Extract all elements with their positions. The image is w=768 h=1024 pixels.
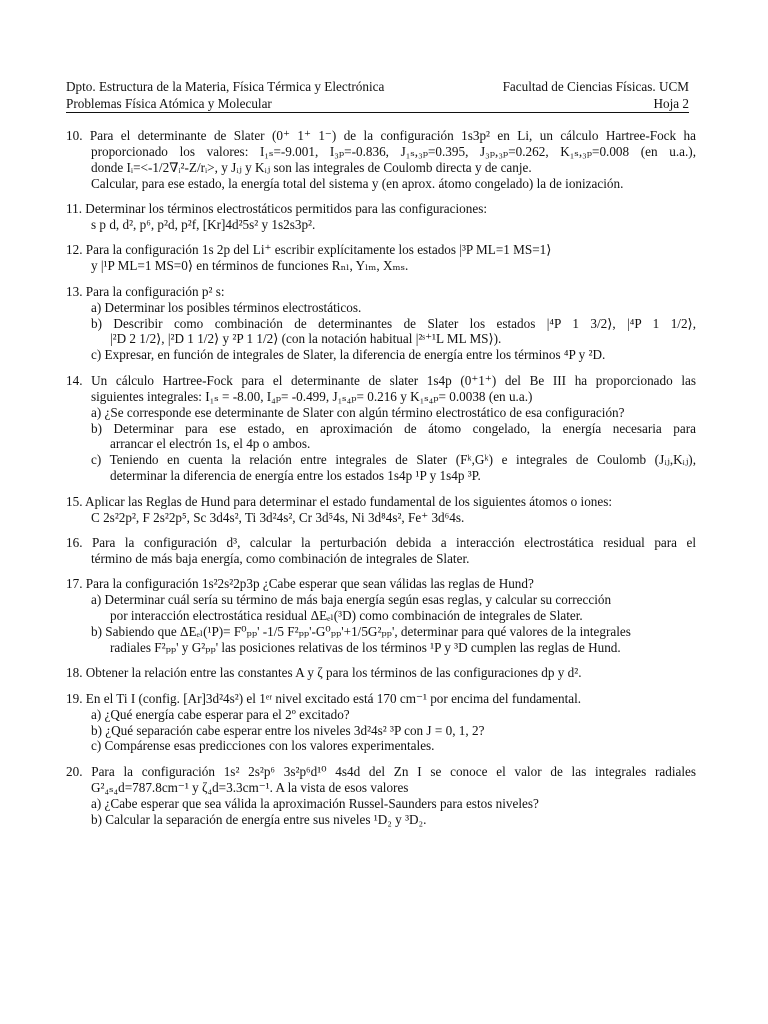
problem-11-line-1: 11. Determinar los términos electrostáticos permitidos para las configuraciones: bbox=[66, 201, 488, 217]
problem-13-line-2: a) Determinar los posibles términos electrostáticos. bbox=[91, 299, 362, 315]
problem-11 bbox=[66, 201, 696, 233]
problem-13-line-3: b) Describir como combinación de determinantes de Slater los estados |⁴P 1 3/2⟩, |⁴P 1 1/2⟩, bbox=[91, 315, 696, 331]
problem-16-line-2: término de más baja energía, como combinación de integrales de Slater. bbox=[91, 550, 470, 566]
problem-17-line-4: b) Sabiendo que ΔEₑₗ(¹P)= F⁰ₚₚ' -1/5 F²ₚₚ'-G⁰ₚₚ'+1/5G²ₚₚ', determinar para qué valores de la integrales bbox=[91, 623, 631, 639]
problem-list bbox=[66, 128, 696, 837]
problem-19 bbox=[66, 691, 696, 755]
problem-17-line-2: a) Determinar cuál sería su término de más baja energía según esas reglas, y calcular su corrección bbox=[91, 592, 612, 608]
problem-10-line-4: Calcular, para ese estado, la energía total del sistema y (en aprox. átomo congelado) la de ionización. bbox=[91, 175, 624, 191]
problem-19-line-3: b) ¿Qué separación cabe esperar entre los niveles 3d²4s² ³P con J = 0, 1, 2? bbox=[91, 722, 485, 738]
problem-16-line-1: 16. Para la configuración d³, calcular la perturbación debida a interacción electrostática residual para el bbox=[66, 534, 696, 550]
page-header bbox=[66, 78, 689, 113]
problem-19-line-1: 19. En el Ti I (config. [Ar]3d²4s²) el 1ᵉʳ nivel excitado está 170 cm⁻¹ por encima del fundamental. bbox=[66, 690, 582, 706]
problem-14-line-7: determinar la diferencia de energía entre los estados 1s4p ¹P y 1s4p ³P. bbox=[110, 468, 481, 484]
problem-19-line-4: c) Compárense esas predicciones con los valores experimentales. bbox=[91, 738, 435, 754]
problem-11-line-2: s p d, d², p⁶, p²d, p²f, [Kr]4d²5s² y 1s2s3p². bbox=[91, 217, 316, 233]
problem-14-line-5: arrancar el electrón 1s, el 4p o ambos. bbox=[110, 436, 311, 452]
problem-19-line-2: a) ¿Qué energía cabe esperar para el 2º excitado? bbox=[91, 706, 350, 722]
problem-15-line-2: C 2s²2p², F 2s²2p⁵, Sc 3d4s², Ti 3d²4s², Cr 3d⁵4s, Ni 3d⁸4s², Fe⁺ 3d⁶4s. bbox=[91, 509, 465, 525]
header-row-bottom bbox=[66, 95, 689, 113]
problem-14-line-2: siguientes integrales: I₁ₛ = -8.00, I₄ₚ= -0.499, J₁ₛ₄ₚ= 0.216 y K₁ₛ₄ₚ= 0.0038 (en u.a.) bbox=[91, 388, 533, 404]
header-row-top bbox=[66, 78, 689, 95]
problem-18 bbox=[66, 665, 696, 681]
problem-13-line-1: 13. Para la configuración p² s: bbox=[66, 283, 225, 299]
problem-13-line-4: |²D 2 1/2⟩, |²D 1 1/2⟩ y ²P 1 1/2⟩ (con la notación habitual |²ˢ⁺¹L ML MS⟩). bbox=[110, 331, 502, 347]
problem-20-line-2: G²₄ₛ₄d=787.8cm⁻¹ y ζ₄d=3.3cm⁻¹. A la vista de esos valores bbox=[91, 779, 409, 795]
problem-18-line-1: 18. Obtener la relación entre las constantes A y ζ para los términos de las configuraciones dp y d². bbox=[66, 665, 582, 681]
problem-14-line-1: 14. Un cálculo Hartree-Fock para el determinante de slater 1s4p (0⁺1⁺) del Be III ha proporcionado las bbox=[66, 372, 696, 388]
problem-17 bbox=[66, 576, 696, 656]
problem-15 bbox=[66, 494, 696, 526]
problem-16 bbox=[66, 535, 696, 567]
department-name: Dpto. Estructura de la Materia, Física Térmica y Electrónica bbox=[66, 79, 385, 94]
problem-14 bbox=[66, 373, 696, 484]
problem-17-line-5: radiales F²ₚₚ' y G²ₚₚ' las posiciones relativas de los términos ¹P y ³D cumplen las reglas de Hund. bbox=[110, 639, 621, 655]
problem-13-line-5: c) Expresar, en función de integrales de Slater, la diferencia de energía entre los términos ⁴P y ²D. bbox=[91, 347, 606, 363]
problem-12 bbox=[66, 242, 696, 274]
problem-14-line-3: a) ¿Se corresponde ese determinante de Slater con algún término electrostático de esa configuración? bbox=[91, 404, 625, 420]
problem-14-line-6: c) Teniendo en cuenta la relación entre integrales de Slater (Fᵏ,Gᵏ) e integrales de Coulomb (Jᵢⱼ,Kᵢⱼ), bbox=[91, 452, 696, 468]
problem-20 bbox=[66, 764, 696, 828]
problem-14-line-4: b) Determinar para ese estado, en aproximación de átomo congelado, la energía necesaria para bbox=[91, 420, 696, 436]
problem-13 bbox=[66, 284, 696, 364]
problem-20-line-3: a) ¿Cabe esperar que sea válida la aproximación Russel-Saunders para estos niveles? bbox=[91, 795, 539, 811]
problem-15-line-1: 15. Aplicar las Reglas de Hund para determinar el estado fundamental de los siguientes átomos o iones: bbox=[66, 493, 613, 509]
problem-10 bbox=[66, 128, 696, 192]
problem-20-line-1: 20. Para la configuración 1s² 2s²p⁶ 3s²p⁶d¹⁰ 4s4d del Zn I se conoce el valor de las integrales radiales bbox=[66, 763, 696, 779]
problem-10-line-2: proporcionado los valores: I₁ₛ=-9.001, I₃ₚ=-0.836, J₁ₛ,₃ₚ=0.395, J₃ₚ,₃ₚ=0.262, K₁ₛ,₃ₚ=0.008 (en u.a.), bbox=[91, 143, 697, 159]
course-name: Problemas Física Atómica y Molecular bbox=[66, 96, 272, 111]
problem-10-line-3: donde Iᵢ=<-1/2∇ᵢ²-Z/rᵢ>, y Jᵢⱼ y Kᵢⱼ son las integrales de Coulomb directa y de canje. bbox=[91, 159, 532, 175]
faculty-name: Facultad de Ciencias Físicas. UCM bbox=[502, 79, 689, 94]
problem-12-line-1: 12. Para la configuración 1s 2p del Li⁺ escribir explícitamente los estados |³P ML=1 MS=1⟩ bbox=[66, 242, 552, 258]
problem-12-line-2: y |¹P ML=1 MS=0⟩ en términos de funciones Rₙₗ, Yₗₘ, Xₘₛ. bbox=[91, 258, 409, 274]
problem-17-line-1: 17. Para la configuración 1s²2s²2p3p ¿Cabe esperar que sean válidas las reglas de Hund? bbox=[66, 576, 534, 592]
problem-17-line-3: por interacción electrostática residual ΔEₑₗ(³D) como combinación de integrales de Slater. bbox=[110, 608, 583, 624]
problem-10-line-1: 10. Para el determinante de Slater (0⁺ 1⁺ 1⁻) de la configuración 1s3p² en Li, un cálculo Hartree-Fock ha bbox=[66, 128, 696, 143]
problem-20-line-4: b) Calcular la separación de energía entre sus niveles ¹D₂ y ³D₂. bbox=[91, 811, 427, 827]
sheet-number: Hoja 2 bbox=[653, 96, 689, 111]
